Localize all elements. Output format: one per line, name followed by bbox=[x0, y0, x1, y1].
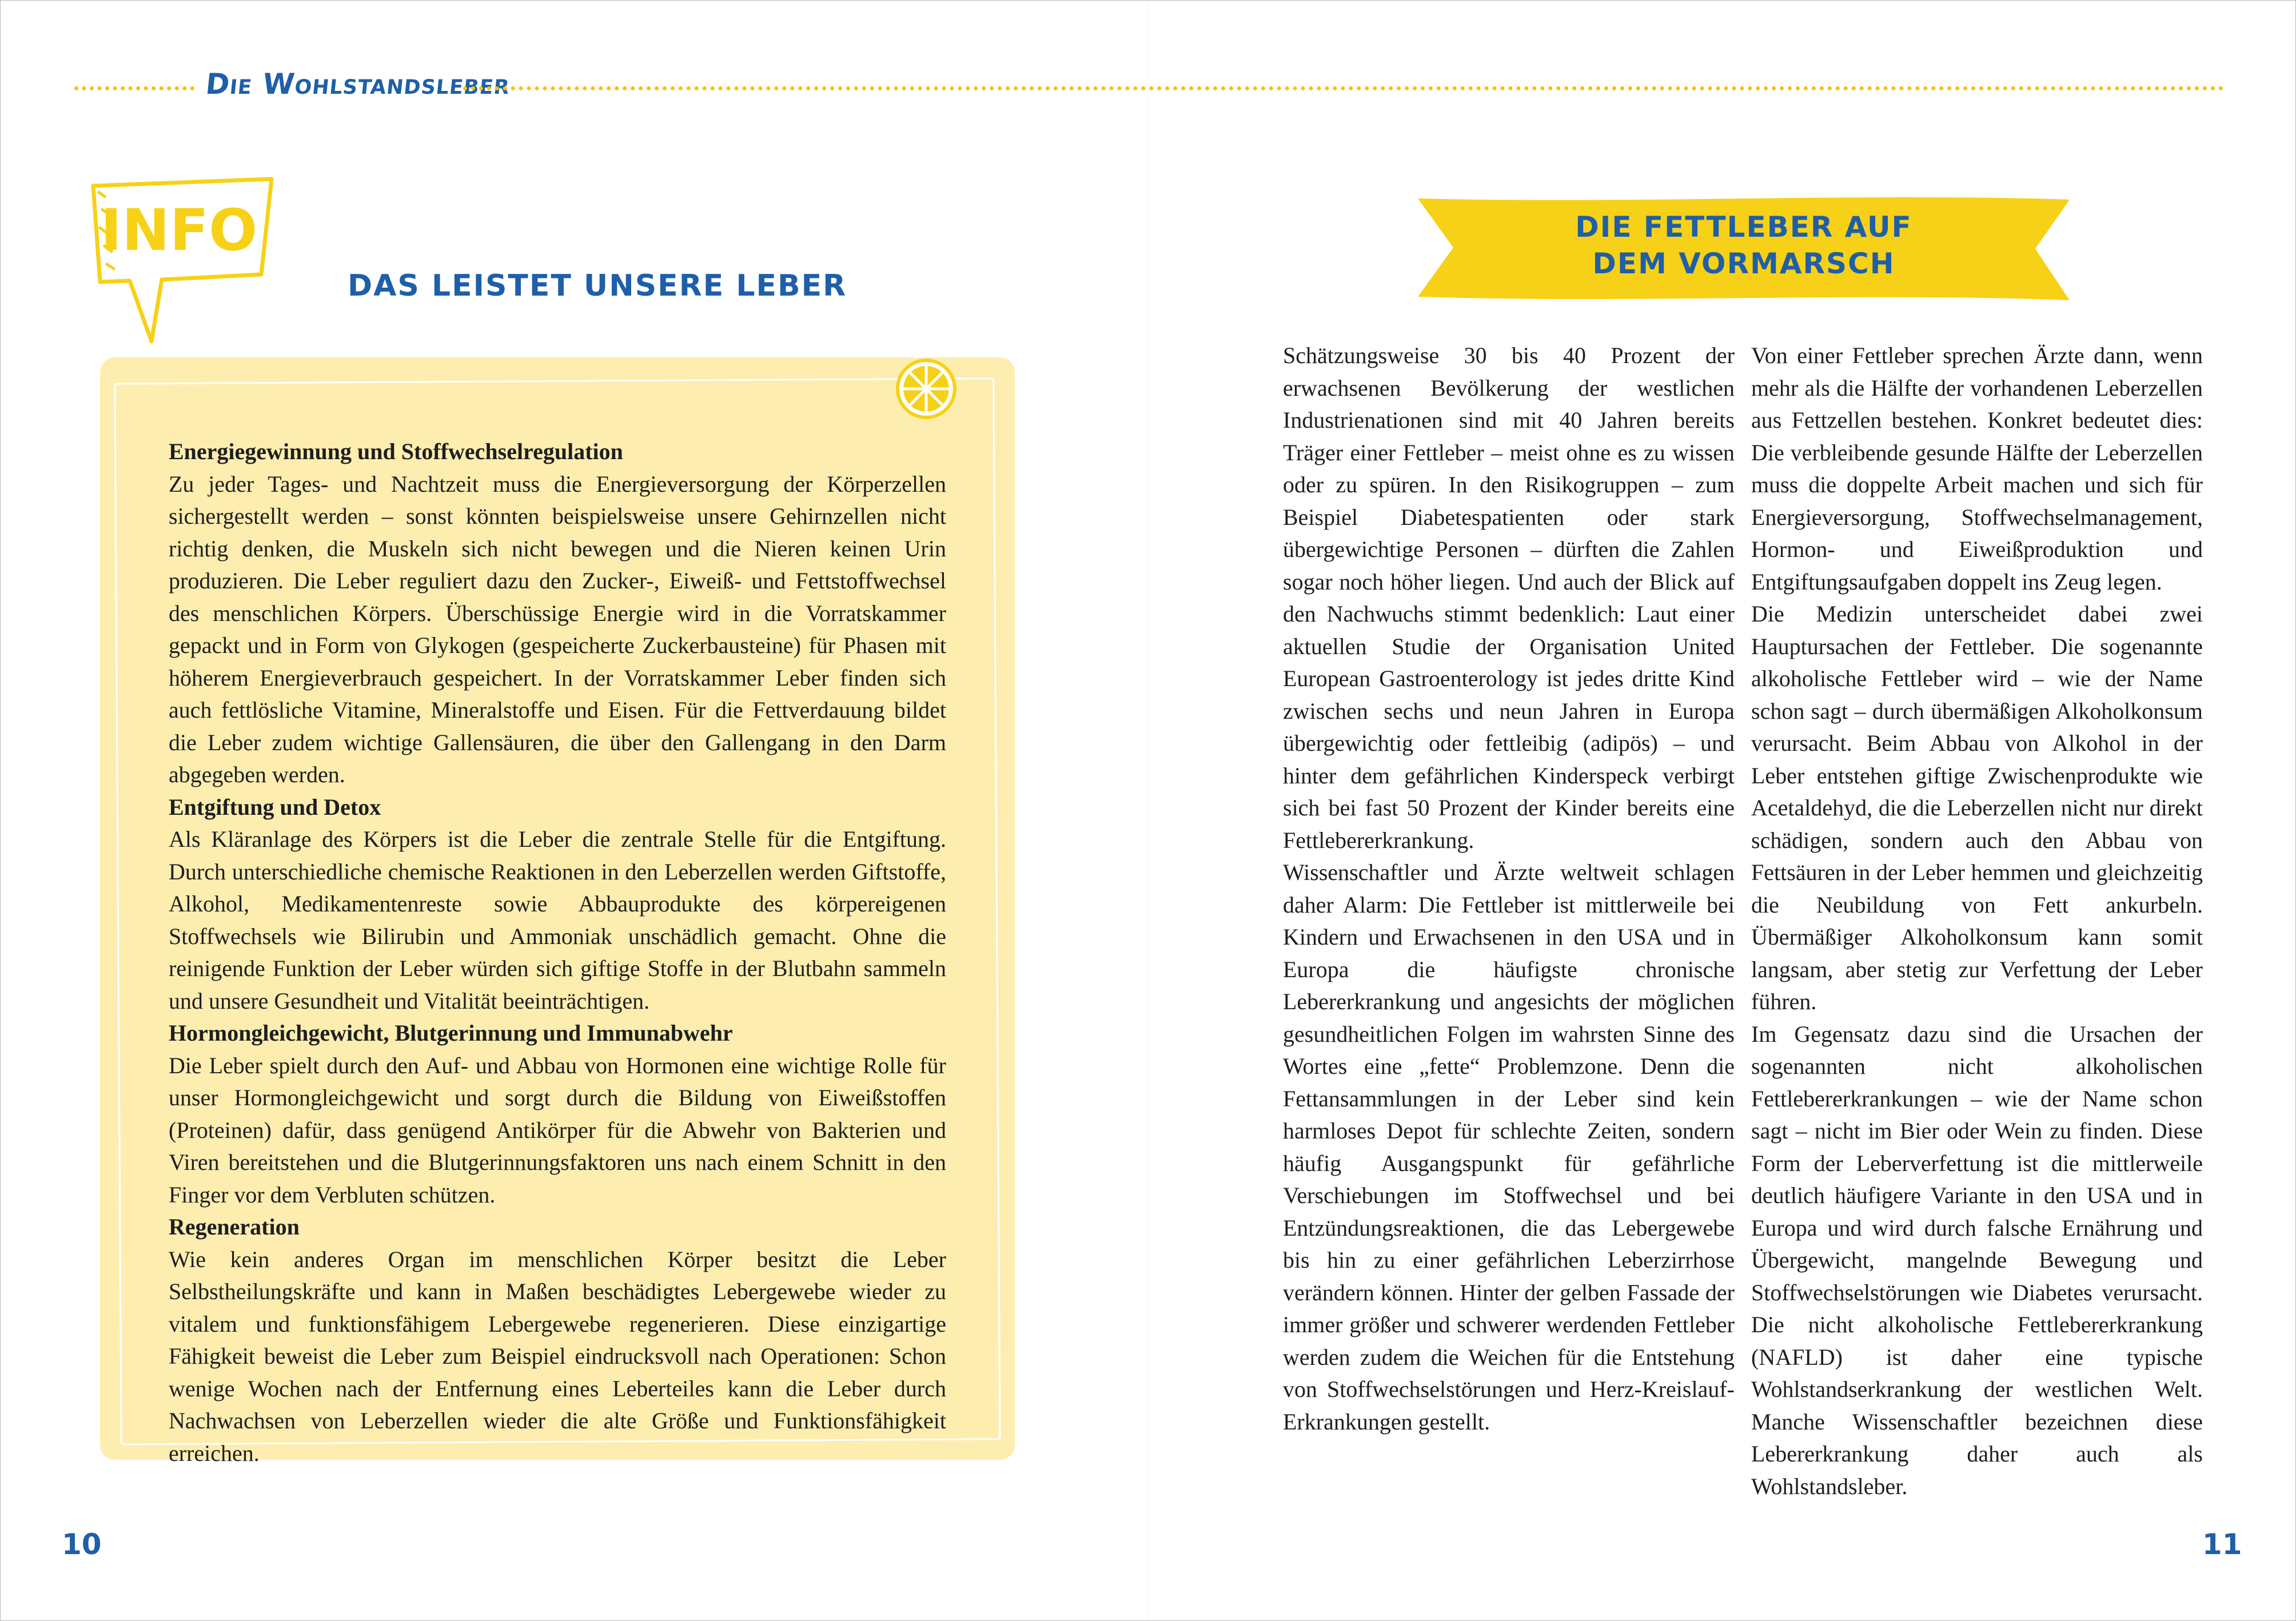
banner-title bbox=[1418, 209, 2070, 282]
paragraph: Wissenschaftler und Ärzte weltweit schlagen daher Alarm: Die Fettleber ist mittlerweile bei Kindern und Erwachsenen in den USA und in Europa die häufigste chronische Lebererkrankung und angesichts der möglichen gesundheitlichen Folgen im wahrsten Sinne des Wortes eine „fette“ Problemzone. Denn die Fettansammlungen in der Leber sind kein harmloses Depot für schlechte Zeiten, sondern häufig Ausgangspunkt für gefährliche Verschiebungen im Stoffwechsel und bei Entzündungsreaktionen, die das Lebergewebe bis hin zu einer gefährlichen Leberzirrhose verändern können. Hinter der gelben Fassade der immer größer und schwerer werdenden Fettleber werden zudem die Weichen für die Entstehung von Stoffwechselstörungen und Herz-Kreislauf-Erkrankungen gestellt. bbox=[1283, 859, 1735, 1435]
header-dotted-rule-right bbox=[463, 86, 2224, 90]
section-text: Als Kläranlage des Körpers ist die Leber die zentrale Stelle für die Entgiftung. Durch unterschiedliche chemische Reaktionen in den Leberzellen werden Giftstoffe, Alkohol, Medikamentenreste sowie Abbauprodukte des körpereigenen Stoffwechsels wie Bilirubin und Ammoniak unschädlich gemacht. Ohne die reinigende Funktion der Leber würden sich giftige Stoffe in der Blutbahn sammeln und unsere Gesundheit und Vitalität beeinträchtigen. bbox=[169, 826, 946, 1014]
header-dotted-rule-left bbox=[74, 86, 194, 90]
info-speech-bubble-icon bbox=[83, 174, 277, 346]
section-title: Entgiftung und Detox bbox=[169, 794, 381, 820]
badge-text: INFO bbox=[100, 197, 258, 264]
section-text: Zu jeder Tages- und Nachtzeit muss die Energieversorgung der Körperzellen sichergestellt werden – sonst könnten beispielsweise unsere Gehirnzellen nicht richtig denken, die Muskeln sich nicht bewegen und die Nieren keinen Urin produzieren. Die Leber reguliert dazu den Zucker-, Eiweiß- und Fettstoffwechsel des menschlichen Körpers. Überschüssige Energie wird in die Vorratskammer gepackt und in Form von Glykogen (gespeicherte Zuckerbausteine) für Phasen mit höherem Energieverbrauch gespeichert. In der Vorratskammer Leber finden sich auch fettlösliche Vitamine, Mineralstoffe und Eisen. Für die Fettverdauung bildet die Leber zudem wichtige Gallensäuren, die über den Gallengang in den Darm abgegeben werden. bbox=[169, 471, 946, 787]
section-title: Energiegewinnung und Stoffwechselregulation bbox=[169, 439, 623, 464]
section-title: Hormongleichgewicht, Blutgerinnung und Immunabwehr bbox=[169, 1020, 733, 1046]
info-box-text bbox=[169, 436, 946, 1469]
section-title: Regeneration bbox=[169, 1214, 300, 1240]
lemon-slice-icon bbox=[895, 357, 958, 420]
section-text: Die Leber spielt durch den Auf- und Abbau von Hormonen eine wichtige Rolle für unser Hormongleichgewicht und sorgt durch die Bildung von Eiweißstoffen (Proteinen) dafür, dass genügend Antikörper für die Abwehr von Bakterien und Viren bereitstehen und die Blutgerinnungsfaktoren uns nach einem Schnitt in den Finger vor dem Verbluten schützen. bbox=[169, 1052, 946, 1208]
banner-title-line: DIE FETTLEBER AUF bbox=[1575, 210, 1912, 244]
paragraph: Von einer Fettleber sprechen Ärzte dann, wenn mehr als die Hälfte der vorhandenen Leberzellen aus Fettzellen bestehen. Konkret bedeutet dies: Die verbleibende gesunde Hälfte der Leberzellen muss die doppelte Arbeit machen und sich für Energieversorgung, Stoffwechselmanagement, Hormon- und Eiweißproduktion und Entgiftungsaufgaben doppelt ins Zeug legen. bbox=[1751, 342, 2203, 595]
page-number-right: 11 bbox=[2202, 1528, 2242, 1561]
section-text: Wie kein anderes Organ im menschlichen Körper besitzt die Leber Selbstheilungskräfte und kann in Maßen beschädigtes Lebergewebe wieder zu vitalem und funktionsfähigem Lebergewebe regenerieren. Diese einzigartige Fähigkeit beweist die Leber zum Beispiel eindrucksvoll nach Operationen: Schon wenige Wochen nach der Entfernung eines Leberteiles kann die Leber durch Nachwachsen von Leberzellen wieder die alte Größe und Funktionsfähigkeit erreichen. bbox=[169, 1246, 946, 1466]
banner-title-line: DEM VORMARSCH bbox=[1592, 247, 1895, 280]
book-spine bbox=[1147, 0, 1148, 1621]
paragraph: Im Gegensatz dazu sind die Ursachen der sogenannten nicht alkoholischen Fettlebererkrankungen – wie der Name schon sagt – nicht im Bier oder Wein zu finden. Diese Form der Leberverfettung ist die mittlerweile deutlich häufigere Variante in den USA und in Europa und wird durch falsche Ernährung und Übergewicht, mangelnde Bewegung und Stoffwechselstörungen wie Diabetes verursacht. Die nicht alkoholische Fettlebererkrankung (NAFLD) ist daher eine typische Wohlstandserkrankung der westlichen Welt. Manche Wissenschaftler bezeichnen diese Lebererkrankung daher auch als Wohlstandsleber. bbox=[1751, 1021, 2203, 1499]
paragraph: Die Medizin unterscheidet dabei zwei Hauptursachen der Fettleber. Die sogenannte alkoholische Fettleber wird – wie der Name schon sagt – durch übermäßigen Alkoholkonsum verursacht. Beim Abbau von Alkohol in der Leber entstehen giftige Zwischenprodukte wie Acetaldehyd, die die Leberzellen nicht nur direkt schädigen, sondern auch den Abbau von Fettsäuren in der Leber hemmen und gleichzeitig die Neubildung von Fett ankurbeln. Übermäßiger Alkoholkonsum kann somit langsam, aber stetig zur Verfettung der Leber führen. bbox=[1751, 601, 2203, 1014]
paragraph: Schätzungsweise 30 bis 40 Prozent der erwachsenen Bevölkerung der westlichen Industrienationen sind mit 40 Jahren bereits Träger einer Fettleber – meist ohne es zu wissen oder zu spüren. In den Risikogruppen – zum Beispiel Diabetespatienten oder stark übergewichtige Personen – dürften die Zahlen sogar noch höher liegen. Und auch der Blick auf den Nachwuchs stimmt bedenklich: Laut einer aktuellen Studie der Organisation United European Gastroenterology ist jedes dritte Kind zwischen sechs und neun Jahren in Europa übergewichtig oder fettleibig (adipös) – und hinter dem gefährlichen Kinderspeck verbirgt sich bei fast 50 Prozent der Kinder bereits eine Fettlebererkrankung. bbox=[1283, 342, 1735, 853]
page-number-left: 10 bbox=[62, 1528, 102, 1561]
text-column-2 bbox=[1751, 340, 2203, 1503]
text-column-1 bbox=[1283, 340, 1735, 1438]
running-title: Die Wohlstandsleber bbox=[204, 67, 512, 101]
info-heading: DAS LEISTET UNSERE LEBER bbox=[348, 269, 847, 303]
